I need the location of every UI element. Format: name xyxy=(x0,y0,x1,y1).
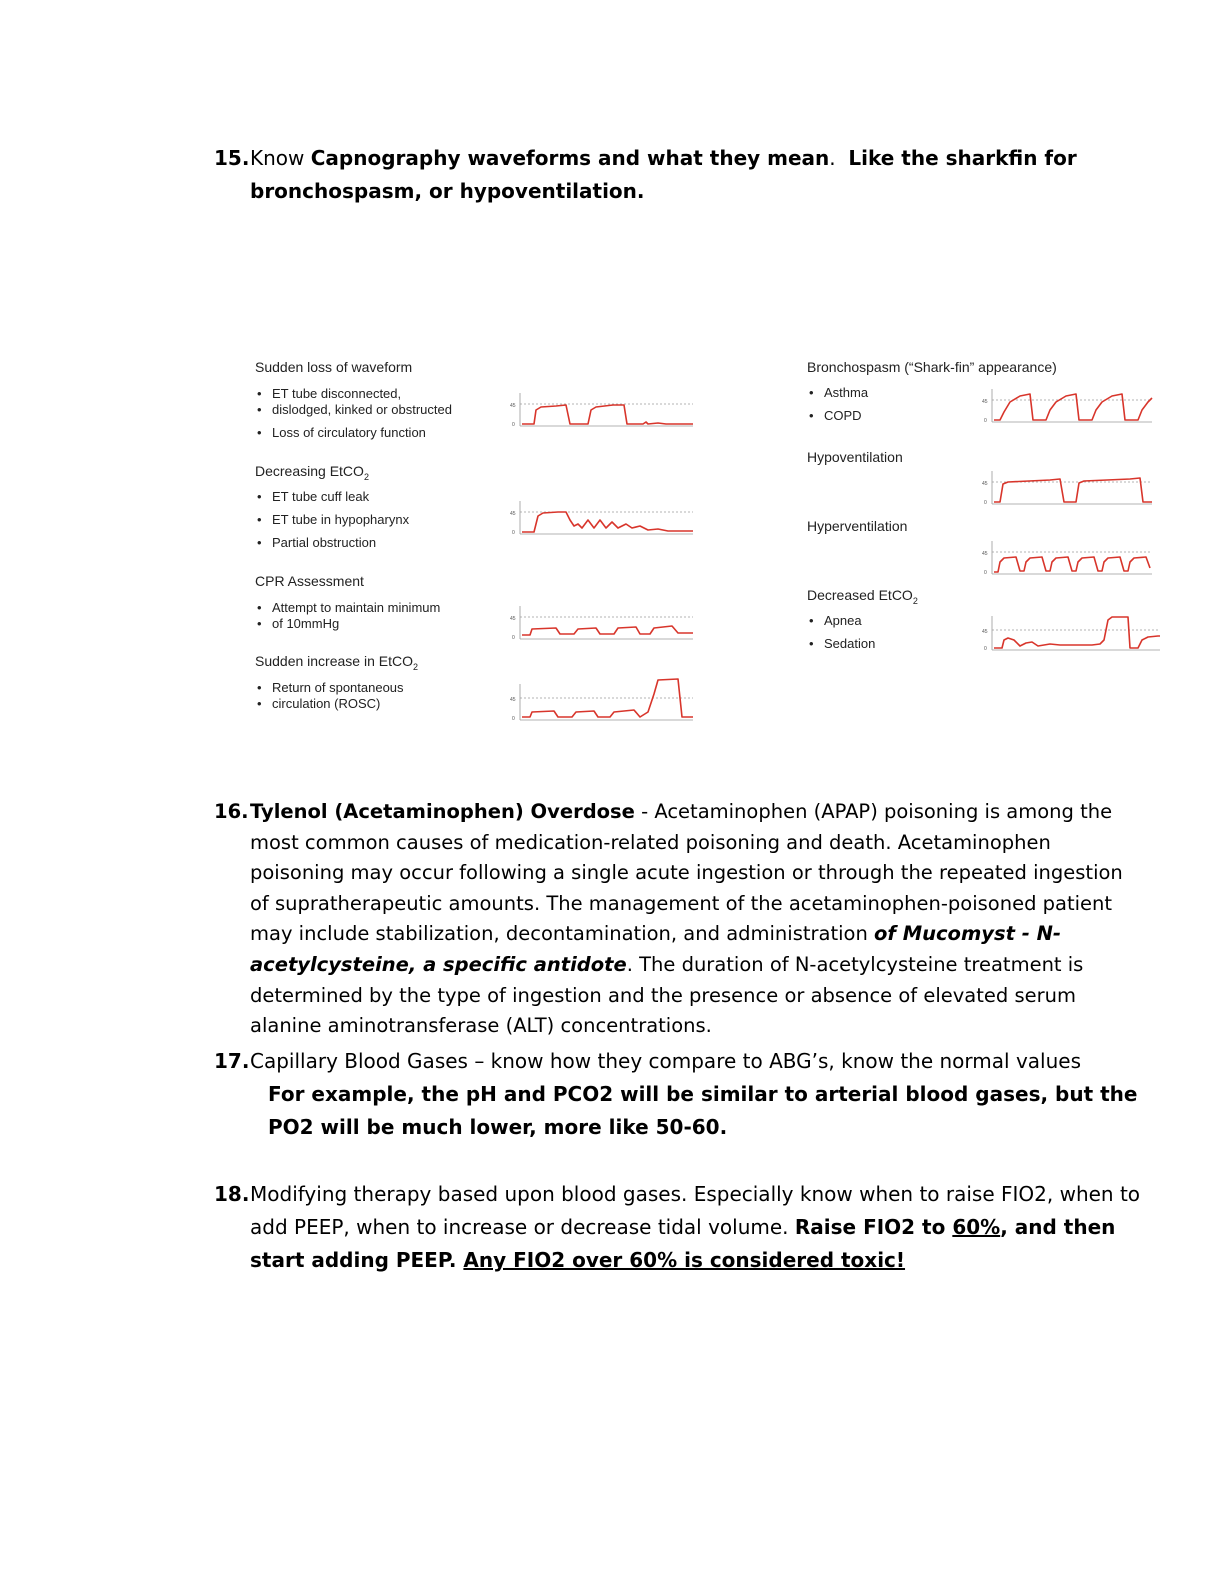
fig-bullet-text: dislodged, kinked or obstructed xyxy=(272,402,452,417)
item-lead: Know xyxy=(250,146,311,170)
waveform-trace xyxy=(994,557,1150,572)
item-bold-a: Raise FIO2 to xyxy=(794,1215,953,1239)
waveform-axis-label-bottom: 0 xyxy=(512,422,515,428)
waveform-axis-label-top: 45 xyxy=(982,629,988,635)
item-title: Tylenol (Acetaminophen) Overdose xyxy=(250,800,635,823)
fig-bullet-cont xyxy=(255,616,339,632)
item-number: 17. xyxy=(214,1049,250,1073)
waveform-axis-label-top: 45 xyxy=(510,511,516,517)
waveform-trace xyxy=(522,405,693,424)
waveform-axis-label-top: 45 xyxy=(982,481,988,487)
item-body xyxy=(250,1045,1144,1144)
fig-bullet-cont xyxy=(255,402,452,418)
fig-bullet: • Attempt to maintain minimum xyxy=(255,600,440,616)
fig-bullet: • Sedation xyxy=(807,636,875,652)
fig-title-sub: 2 xyxy=(412,661,418,672)
item-bold-topic: Capnography waveforms and what they mean xyxy=(310,146,830,170)
waveform-axis-label-top: 45 xyxy=(982,551,988,557)
fig-bullet: • Apnea xyxy=(807,613,862,629)
waveform-trace xyxy=(522,679,693,717)
list-item-17 xyxy=(214,1045,1144,1144)
fig-title-cpr: CPR Assessment xyxy=(255,573,364,589)
fig-title-hypoventilation: Hypoventilation xyxy=(807,449,903,465)
fig-title-hyperventilation: Hyperventilation xyxy=(807,518,908,534)
fig-bullet: • Partial obstruction xyxy=(255,535,376,551)
item-body xyxy=(250,1178,1144,1277)
fig-title-decreasing xyxy=(255,463,369,482)
waveform-cpr xyxy=(508,601,698,643)
fig-title-text: Sudden increase in EtCO xyxy=(255,653,413,669)
waveform-hypoventilation xyxy=(980,468,1160,510)
waveform-trace xyxy=(522,626,693,635)
list-item-15 xyxy=(214,142,1144,208)
capnography-figure xyxy=(250,348,1165,733)
fig-bullet: • Loss of circulatory function xyxy=(255,425,426,441)
fig-title-sudden-loss: Sudden loss of waveform xyxy=(255,359,413,375)
item-number: 15. xyxy=(214,146,250,170)
waveform-axis-label-bottom: 0 xyxy=(984,570,987,576)
waveform-axis-label-bottom: 0 xyxy=(512,716,515,722)
fig-bullet: • ET tube in hypopharynx xyxy=(255,512,409,528)
fig-bullet: • ET tube disconnected, xyxy=(255,386,401,402)
waveform-axis-label-top: 45 xyxy=(510,616,516,622)
item-antidote: of Mucomyst - N-acetylcysteine, a specific antidote xyxy=(250,922,1061,976)
waveform-axis-label-top: 45 xyxy=(510,403,516,409)
item-example: For example, the pH and PCO2 will be similar to arterial blood gases, but the PO2 will be much lower, more like 50-60. xyxy=(268,1082,1138,1139)
fig-bullet-text: of 10mmHg xyxy=(272,616,340,631)
item-bold-note: Like the sharkfin for bronchospasm, or hypoventilation. xyxy=(250,146,1077,203)
list-item-18 xyxy=(214,1178,1144,1277)
waveform-axis-label-top: 45 xyxy=(510,697,516,703)
item-text-cont: . The duration of N-acetylcysteine treatment is determined by the type of ingestion and the presence or absence of elevated serum alanine aminotransferase (ALT) concentrations. xyxy=(250,952,1084,1038)
fig-bullet-text: circulation (ROSC) xyxy=(272,696,381,711)
waveform-trace xyxy=(522,512,693,532)
item-bold-60: 60% xyxy=(952,1215,1001,1239)
list-item-16 xyxy=(214,797,1144,1042)
fig-title-decreased xyxy=(807,587,918,606)
item-text: Acetaminophen (APAP) poisoning is among the most common causes of medication-related poisoning and death. Acetaminophen poisoning may occur following a single acute ingestion or through the repeated ingestion of supratherapeutic amounts. The management of the acetaminophen-poisoned patient may include stabilization, decontamination, and administration xyxy=(250,800,1123,946)
fig-bullet: • ET tube cuff leak xyxy=(255,489,369,505)
waveform-decreased xyxy=(980,610,1165,655)
fig-title-sub: 2 xyxy=(363,471,369,482)
item-body xyxy=(250,797,1144,1042)
waveform-axis-label-bottom: 0 xyxy=(984,500,987,506)
item-body xyxy=(250,142,1144,208)
fig-title-sub: 2 xyxy=(912,595,918,606)
waveform-axis-label-bottom: 0 xyxy=(984,418,987,424)
fig-bullet-cont xyxy=(255,696,380,712)
item-dash: - xyxy=(634,800,655,823)
fig-bullet: • Return of spontaneous xyxy=(255,680,404,696)
item-number: 18. xyxy=(214,1182,250,1206)
item-text: Capillary Blood Gases – know how they compare to ABG’s, know the normal values xyxy=(250,1049,1081,1073)
fig-title-text: Decreasing EtCO xyxy=(255,463,364,479)
item-punct: . xyxy=(829,146,836,170)
fig-bullet: • COPD xyxy=(807,408,862,424)
item-text: Modifying therapy based upon blood gases. Especially know when to raise FIO2, when to add PEEP, when to increase or decrease tidal volume. xyxy=(250,1182,1141,1239)
fig-title-text: Decreased EtCO xyxy=(807,587,913,603)
waveform-axis-label-top: 45 xyxy=(982,399,988,405)
fig-bullet: • Asthma xyxy=(807,385,868,401)
waveform-trace xyxy=(994,394,1152,420)
item-toxic-warning: Any FIO2 over 60% is considered toxic! xyxy=(463,1248,906,1272)
waveform-decreasing xyxy=(508,496,698,538)
item-number: 16. xyxy=(214,800,249,823)
waveform-sudden-increase xyxy=(508,676,698,724)
waveform-trace xyxy=(994,617,1160,648)
fig-title-bronchospasm: Bronchospasm (“Shark-fin” appearance) xyxy=(807,359,1057,375)
waveform-hyperventilation xyxy=(980,538,1160,580)
waveform-bronchospasm xyxy=(980,386,1160,428)
fig-title-sudden-increase xyxy=(255,653,418,672)
waveform-axis-label-bottom: 0 xyxy=(984,646,987,652)
waveform-axis-label-bottom: 0 xyxy=(512,530,515,536)
waveform-axis-label-bottom: 0 xyxy=(512,635,515,641)
item-bold-b: , and then start adding PEEP. xyxy=(250,1215,1116,1272)
waveform-sudden-loss xyxy=(508,388,698,430)
